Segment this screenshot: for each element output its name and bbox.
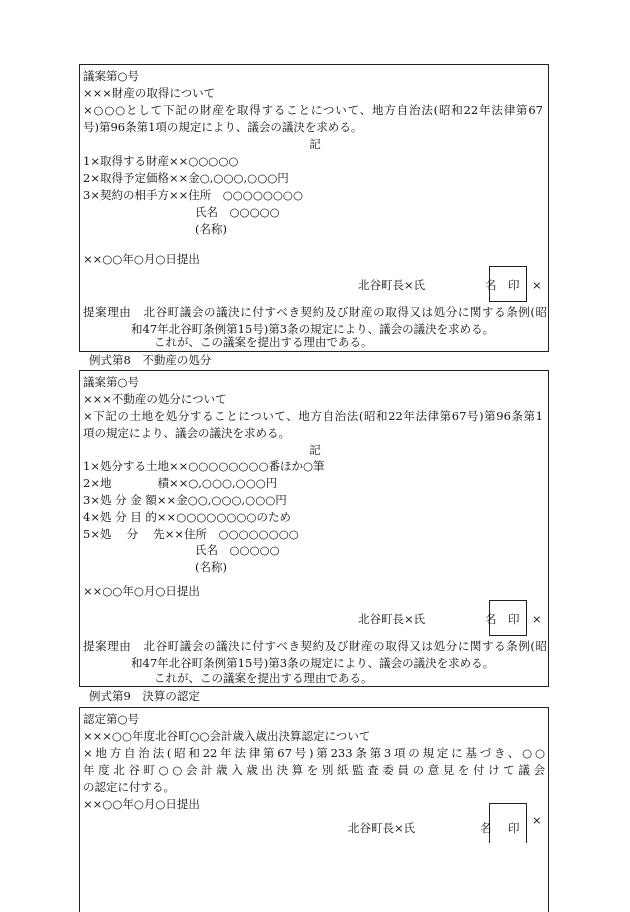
bill-body-line-1: ×○○○として下記の財産を取得することについて、地方自治法(昭和22年法律第67 — [83, 103, 543, 117]
item-3: 3×契約の相手方××住所 ○○○○○○○○ — [83, 188, 303, 202]
submission-date: ××○○年○月○日提出 — [83, 252, 200, 266]
bill-subject: ×××財産の取得について — [83, 86, 216, 100]
reason-line-3: これが、この議案を提出する理由である。 — [154, 671, 373, 685]
bill-box-settlement — [79, 707, 549, 912]
seal-x-mark: × — [532, 612, 542, 626]
party-name: 氏名 ○○○○○ — [195, 543, 280, 557]
bill-number: 議案第○号 — [83, 69, 140, 83]
reason-line-2: 和47年北谷町条例第15号)第3条の規定により、議会の議決を求める。 — [131, 322, 495, 336]
reason-line-1: 提案理由 北谷町議会の議決に付すべき契約及び財産の取得又は処分に関する条例(昭 — [83, 639, 547, 653]
item-2: 2×取得予定価格××金○,○○○,○○○円 — [83, 171, 289, 185]
seal-in: 印 — [508, 821, 520, 835]
mayor-title: 北谷町長×氏 — [358, 612, 426, 626]
mayor-title: 北谷町長×氏 — [348, 821, 416, 835]
party-meisho: (名称) — [195, 222, 227, 236]
reason-line-1: 提案理由 北谷町議会の議決に付すべき契約及び財産の取得又は処分に関する条例(昭 — [83, 305, 547, 319]
ki-heading: 記 — [309, 443, 321, 457]
mayor-title: 北谷町長×氏 — [358, 278, 426, 292]
bill-body-line-2: 項の規定により、議会の議決を求める。 — [83, 426, 290, 440]
reason-line-3: これが、この議案を提出する理由である。 — [154, 335, 373, 349]
bill-body-line-3: の認定に付する。 — [83, 780, 175, 794]
bill-number: 認定第○号 — [83, 712, 140, 726]
reason-line-2: 和47年北谷町条例第15号)第3条の規定により、議会の議決を求める。 — [131, 656, 495, 670]
caption-form-9: 例式第9 決算の認定 — [89, 689, 200, 703]
item-1: 1×処分する土地××○○○○○○○○番ほか○筆 — [83, 459, 325, 473]
party-meisho: (名称) — [195, 560, 227, 574]
submission-date: ××○○年○月○日提出 — [83, 797, 200, 811]
seal-x-mark: × — [532, 278, 542, 292]
bill-body-line-2: 号)第96条第1項の規定により、議会の議決を求める。 — [83, 120, 363, 134]
party-name: 氏名 ○○○○○ — [195, 205, 280, 219]
seal-name: 名 — [485, 612, 497, 626]
bill-box-acquisition — [79, 64, 549, 352]
item-1: 1×取得する財産××○○○○○ — [83, 154, 239, 168]
item-3: 3×処 分 金 額××金○○,○○○,○○○円 — [83, 493, 287, 507]
submission-date: ××○○年○月○日提出 — [83, 584, 200, 598]
item-2: 2×地 積××○,○○○,○○○円 — [83, 476, 278, 490]
item-4: 4×処 分 目 的××○○○○○○○○のため — [83, 510, 291, 524]
bill-body-line-1: ×地方自治法(昭和22年法律第67号)第233条第3項の規定に基づき、○○ — [83, 746, 545, 760]
item-5: 5×処 分 先××住所 ○○○○○○○○ — [83, 527, 299, 541]
caption-form-8: 例式第8 不動産の処分 — [89, 353, 212, 367]
bill-subject: ×××○○年度北谷町○○会計歳入歳出決算認定について — [83, 729, 371, 743]
seal-x-mark: × — [532, 813, 542, 827]
bill-body-line-2: 年度北谷町○○会計歳入歳出決算を別紙監査委員の意見を付けて議会 — [83, 763, 545, 777]
bill-number: 議案第○号 — [83, 375, 140, 389]
ki-heading: 記 — [309, 137, 321, 151]
seal-name: 名 — [480, 821, 492, 835]
seal-name: 名 — [485, 278, 497, 292]
bill-box-disposal — [79, 370, 549, 687]
seal-in: 印 — [508, 278, 520, 292]
bill-body-line-1: ×下記の土地を処分することについて、地方自治法(昭和22年法律第67号)第96条第1 — [83, 409, 543, 423]
bill-subject: ×××不動産の処分について — [83, 392, 227, 406]
seal-in: 印 — [508, 612, 520, 626]
